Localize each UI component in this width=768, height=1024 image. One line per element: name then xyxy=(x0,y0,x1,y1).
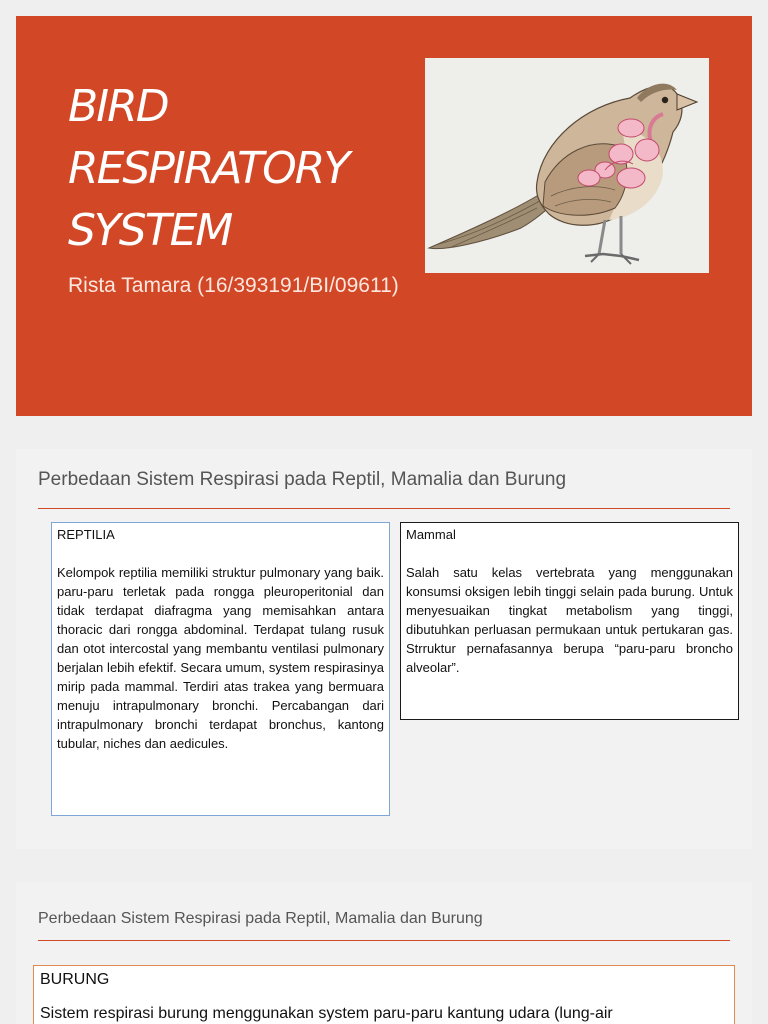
title-slide xyxy=(16,16,752,416)
slide-heading: Perbedaan Sistem Respirasi pada Reptil, Mamalia dan Burung xyxy=(38,910,483,927)
burung-body: Sistem respirasi burung menggunakan system paru-paru kantung udara (lung-air xyxy=(40,1005,613,1022)
reptilia-body: Kelompok reptilia memiliki struktur pulmonary yang baik. paru-paru terletak pada rongga pleuroperitonial dan tidak terdapat diafragma yang memisahkan antara thoracic dari rongga abdominal. Terdapat tulang rusuk dan otot intercostal yang membantu ventilasi pulmonary berjalan lebih efektif. Secara umum, system respirasinya mirip pada mammal. Terdiri atas trakea yang bermuara menuju intrapulmonary bronchi. Percabangan dari intrapulmonary bronchi terdapat bronchus, kantong tubular, niches dan aedicules. xyxy=(57,565,384,751)
comparison-slide xyxy=(16,449,752,849)
burung-textbox xyxy=(33,965,735,1024)
heading-divider xyxy=(38,508,730,509)
bird-illustration-icon xyxy=(425,58,709,273)
author-subtitle: Rista Tamara (16/393191/BI/09611) xyxy=(68,274,399,297)
bird-slide xyxy=(16,882,752,1024)
mammal-title: Mammal xyxy=(406,527,456,542)
bird-respiratory-illustration xyxy=(425,58,709,273)
reptilia-title: REPTILIA xyxy=(57,527,115,542)
reptilia-textbox xyxy=(51,522,390,816)
heading-divider xyxy=(38,940,730,941)
burung-title: BURUNG xyxy=(40,971,110,988)
slide-heading: Perbedaan Sistem Respirasi pada Reptil, Mamalia dan Burung xyxy=(38,469,567,490)
mammal-textbox xyxy=(400,522,739,720)
mammal-body: Salah satu kelas vertebrata yang menggunakan konsumsi oksigen lebih tinggi selain pada burung. Untuk menyesuaikan tingkat metabolism yang tinggi, dibutuhkan perluasan permukaan untuk pertukaran gas. Strruktur pernafasannya berupa “paru-paru broncho alveolar”. xyxy=(406,565,733,675)
slide-title: BIRD RESPIRATORY SYSTEM xyxy=(68,81,349,256)
